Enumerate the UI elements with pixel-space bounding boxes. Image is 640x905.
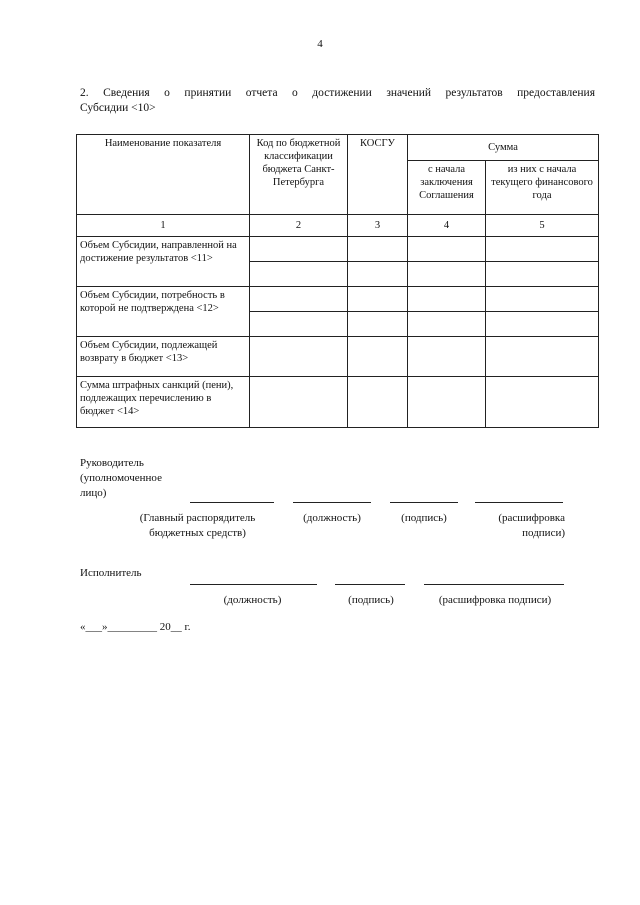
head-label-line1: Руководитель [80, 457, 144, 469]
header-since-agreement: с начала заключения Соглашения [408, 161, 486, 215]
table-cell[interactable] [408, 262, 486, 287]
table-cell[interactable] [486, 312, 599, 337]
head-signature-line-4[interactable] [475, 502, 563, 503]
table-cell[interactable] [408, 377, 486, 428]
table-cell[interactable] [408, 337, 486, 377]
head-label-line2: (уполномоченное [80, 472, 162, 484]
head-caption-signature: (подпись) [401, 512, 447, 524]
table-cell[interactable] [348, 262, 408, 287]
col-number-3: 3 [348, 215, 408, 237]
header-indicator-name: Наименование показателя [77, 135, 250, 215]
date-line: «___»_________ 20__ г. [80, 621, 191, 633]
header-budget-code: Код по бюджетной классификации бюджета Санкт-Петербурга [250, 135, 348, 215]
table-cell[interactable] [348, 377, 408, 428]
head-signature-line-2[interactable] [293, 502, 371, 503]
col-number-1: 1 [77, 215, 250, 237]
head-label [80, 456, 162, 501]
table-cell[interactable] [348, 337, 408, 377]
header-since-year: из них с начала текущего финансового года [486, 161, 599, 215]
table-cell[interactable] [408, 312, 486, 337]
table-cell[interactable] [250, 337, 348, 377]
table-cell[interactable] [250, 262, 348, 287]
row-label-subsidy-return: Объем Субсидии, подлежащей возврату в бюджет <13> [77, 337, 250, 377]
row-label-subsidy-unconfirmed: Объем Субсидии, потребность в которой не подтверждена <12> [77, 287, 250, 337]
header-sum: Сумма [408, 135, 599, 161]
table-cell[interactable] [486, 337, 599, 377]
section-heading-line2: Субсидии <10> [80, 102, 156, 114]
table-cell[interactable] [486, 262, 599, 287]
table-cell[interactable] [486, 287, 599, 312]
table-cell[interactable] [408, 287, 486, 312]
section-heading [80, 86, 595, 116]
col-number-2: 2 [250, 215, 348, 237]
head-signature-line-1[interactable] [190, 502, 274, 503]
executor-label: Исполнитель [80, 567, 142, 579]
executor-signature-line-2[interactable] [335, 584, 405, 585]
col-number-4: 4 [408, 215, 486, 237]
head-caption-decoding: (расшифровка подписи) [498, 512, 565, 539]
executor-caption-decoding: (расшифровка подписи) [438, 594, 552, 606]
table-cell[interactable] [408, 237, 486, 262]
head-label-line3: лицо) [80, 487, 107, 499]
section-heading-line1: 2. Сведения о принятии отчета о достижении значений результатов предоставления [80, 87, 595, 99]
head-signature-line-3[interactable] [390, 502, 458, 503]
row-label-subsidy-directed: Объем Субсидии, направленной на достижение результатов <11> [77, 237, 250, 287]
row-label-penalties: Сумма штрафных санкций (пени), подлежащих перечислению в бюджет <14> [77, 377, 250, 428]
table-cell[interactable] [348, 237, 408, 262]
head-caption-principal: (Главный распорядитель бюджетных средств) [139, 512, 256, 539]
report-table [76, 134, 599, 428]
table-cell[interactable] [250, 312, 348, 337]
table-cell[interactable] [486, 237, 599, 262]
page-number: 4 [317, 38, 323, 50]
executor-signature-line-3[interactable] [424, 584, 564, 585]
col-number-5: 5 [486, 215, 599, 237]
table-cell[interactable] [348, 287, 408, 312]
table-cell[interactable] [486, 377, 599, 428]
executor-caption-position: (должность) [223, 594, 282, 606]
header-kosgu: КОСГУ [348, 135, 408, 215]
head-caption-position: (должность) [303, 512, 361, 524]
table-cell[interactable] [250, 377, 348, 428]
executor-caption-signature: (подпись) [348, 594, 394, 606]
table-cell[interactable] [250, 237, 348, 262]
table-cell[interactable] [250, 287, 348, 312]
table-cell[interactable] [348, 312, 408, 337]
executor-signature-line-1[interactable] [190, 584, 317, 585]
